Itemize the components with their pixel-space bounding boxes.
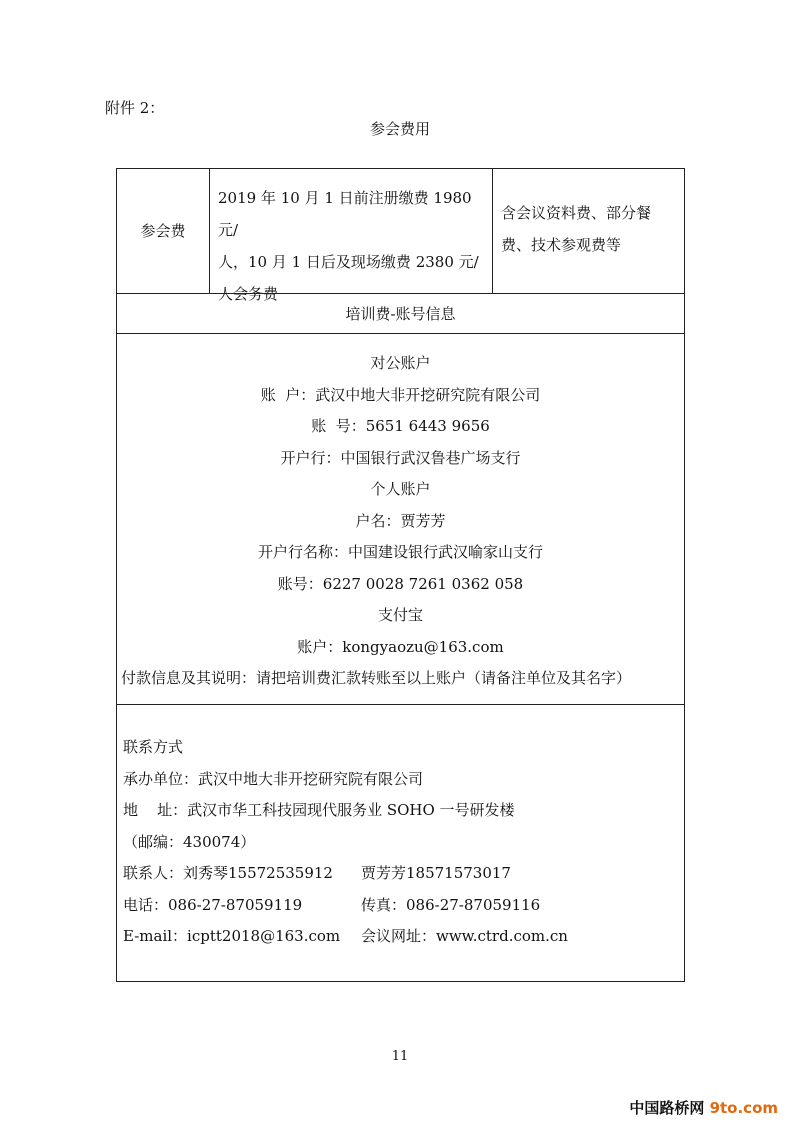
watermark-domain: 9to.com xyxy=(709,1099,778,1117)
alipay-title: 支付宝 xyxy=(377,606,423,624)
contact-person-a: 联系人：刘秀琴15572535912 xyxy=(123,864,333,882)
account-header: 培训费-账号信息 xyxy=(116,293,685,334)
corporate-account-bank: 开户行：中国银行武汉鲁巷广场支行 xyxy=(280,448,521,467)
contact-title: 联系方式 xyxy=(123,738,184,756)
page-number: 11 xyxy=(391,1049,409,1064)
alipay-account: 账户：kongyaozu@163.com xyxy=(297,637,504,656)
organizer: 承办单位：武汉中地大非开挖研究院有限公司 xyxy=(123,769,424,788)
personal-account-bank: 开户行名称：中国建设银行武汉喻家山支行 xyxy=(257,543,543,561)
fee-detail-line: 人会务费 xyxy=(218,285,279,303)
account-info xyxy=(116,333,685,705)
fax: 传真：086-27-87059116 xyxy=(361,895,541,914)
watermark-text: 中国路桥网 xyxy=(629,1099,705,1117)
personal-account-name: 户名：贾芳芳 xyxy=(355,511,446,530)
fee-includes-line: 费、技术参观费等 xyxy=(501,236,622,254)
personal-account-title: 个人账户 xyxy=(370,480,431,498)
email: E-mail：icptt2018@163.com xyxy=(123,927,341,945)
fee-includes xyxy=(493,169,684,293)
fee-detail xyxy=(210,169,493,303)
payment-note: 付款信息及其说明：请把培训费汇款转账至以上账户（请备注单位及其名字） xyxy=(121,669,632,687)
watermark xyxy=(629,1097,778,1118)
fee-detail-line: 2019 年 10 月 1 日前注册缴费 1980 元/ xyxy=(218,189,472,239)
phone: 电话：086-27-87059119 xyxy=(123,895,303,914)
corporate-account-number: 账 号：5651 6443 9656 xyxy=(311,417,490,435)
personal-account-number: 账号：6227 0028 7261 0362 058 xyxy=(277,574,524,593)
postcode: （邮编：430074） xyxy=(123,832,256,851)
corporate-account-title: 对公账户 xyxy=(370,354,431,372)
contact-person-b: 贾芳芳18571573017 xyxy=(361,864,511,882)
fee-label: 参会费 xyxy=(117,169,210,293)
fee-includes-line: 含会议资料费、部分餐 xyxy=(501,204,652,222)
fee-detail-line: 人，10 月 1 日后及现场缴费 2380 元/ xyxy=(218,253,479,271)
contact-info xyxy=(116,704,685,982)
corporate-account-name: 账 户：武汉中地大非开挖研究院有限公司 xyxy=(260,385,541,404)
website: 会议网址：www.ctrd.com.cn xyxy=(361,927,568,945)
fee-row xyxy=(116,168,685,303)
page-title: 参会费用 xyxy=(369,120,430,138)
address: 地 址：武汉市华工科技园现代服务业 SOHO 一号研发楼 xyxy=(123,801,515,819)
attachment-label: 附件 2： xyxy=(105,99,165,117)
